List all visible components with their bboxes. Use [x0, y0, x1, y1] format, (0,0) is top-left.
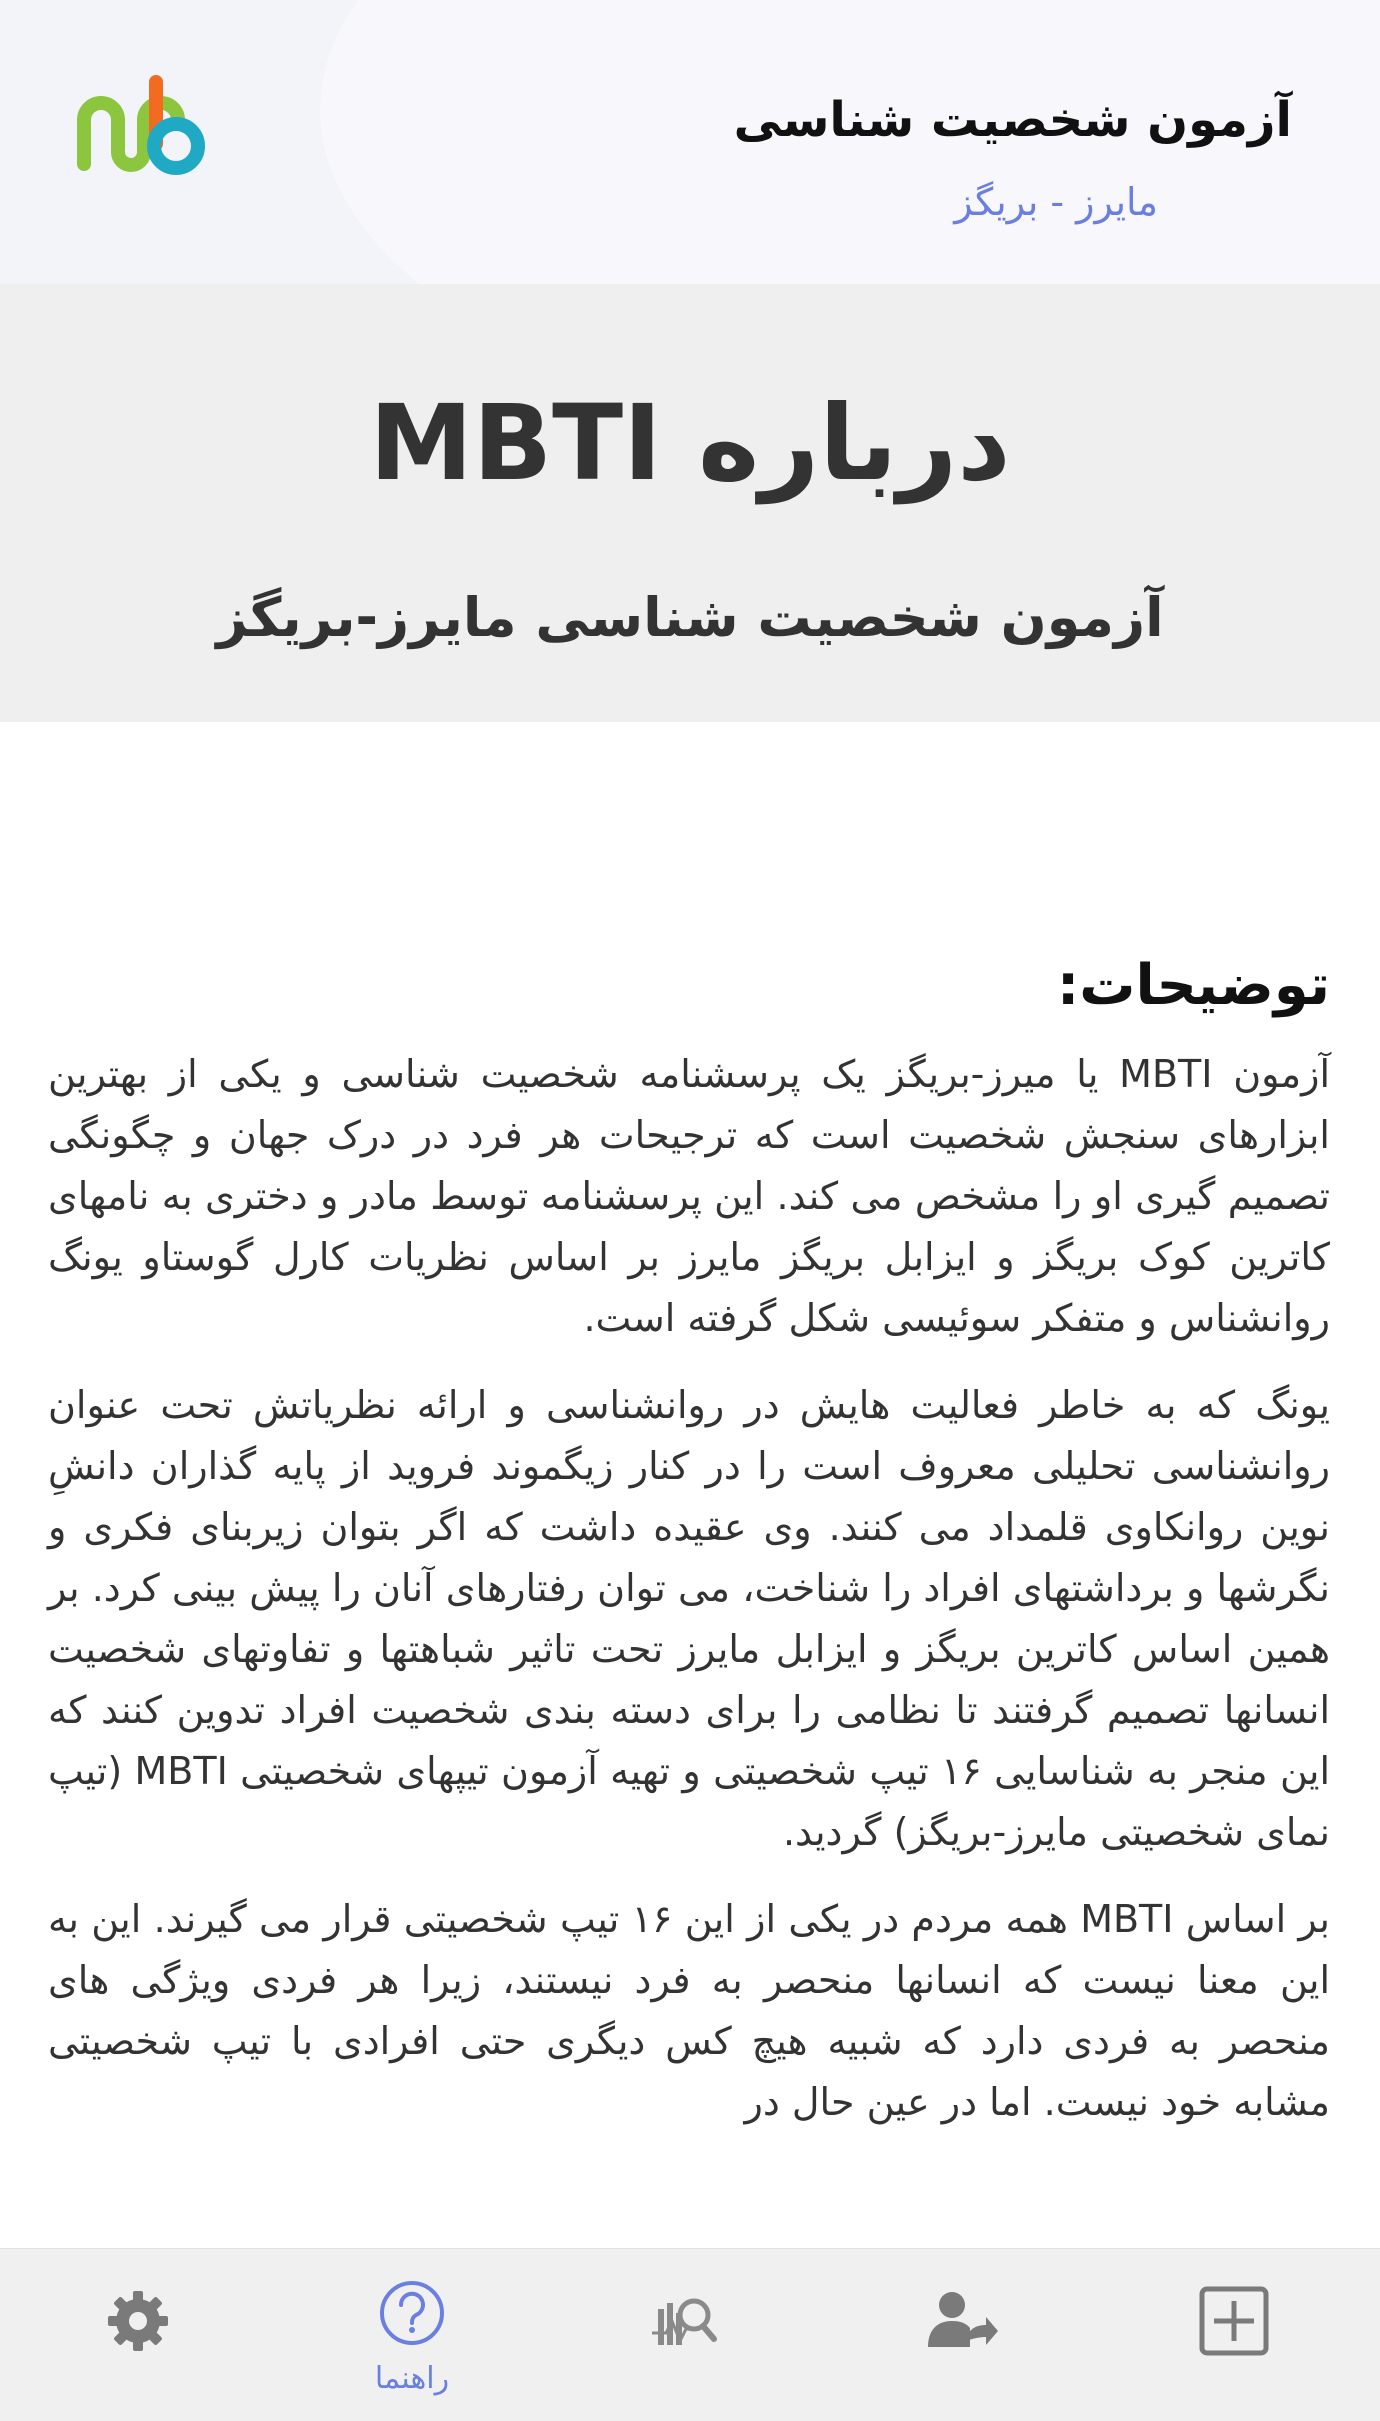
- app-title: آزمون شخصیت شناسی: [733, 92, 1292, 148]
- hero-banner: [0, 284, 1380, 722]
- section-title: توضیحات:: [1056, 953, 1330, 1018]
- description-section: [48, 950, 1330, 2159]
- app-subtitle: مایرز - بریگز: [954, 180, 1158, 224]
- app-header: [0, 0, 1380, 284]
- page-title: درباره MBTI: [369, 382, 1011, 504]
- paragraph: یونگ که به خاطر فعالیت هایش در روانشناسی و ارائه نظریاتش تحت عنوان روانشناسی تحلیلی معروف است را در کنار زیگموند فروید از پایه گذاران دانشِ نوین روانکاوی قلمداد می کنند. وی عقیده داشت که اگر بتوان زیربنای فکری و نگرشها و برداشتهای افراد را شناخت، می توان رفتارهای آنان را پیش بینی کرد. بر همین اساس کاترین بریگز و ایزابل مایرز تحت تاثیر شباهتها و تفاوتهای شخصیت انسانها تصمیم گرفتند تا نظامی را برای دسته بندی شخصیت افراد تدوین کنند که این منجر به شناسایی ۱۶ تیپ شخصیتی و تهیه آزمون تیپهای شخصیتی MBTI (تیپ نمای شخصیتی مایرز-بریگز) گردید.: [48, 1383, 1331, 1854]
- tab-settings[interactable]: [38, 2249, 238, 2421]
- paragraph: بر اساس MBTI همه مردم در یکی از این ۱۶ تیپ شخصیتی قرار می گیرند. این به این معنا نیست که انسانها منحصر به فرد نیستند، زیرا هر فردی ویژگی های منحصر به فردی دارد که شبیه هیچ کس دیگری حتی افرادی با تیپ شخصیتی مشابه خود نیست. اما در عین حال در: [48, 1897, 1330, 2124]
- share-user-icon: [920, 2281, 1000, 2361]
- analysis-search-icon: [646, 2281, 726, 2361]
- tab-analysis[interactable]: [586, 2249, 786, 2421]
- help-question-icon: [372, 2273, 452, 2353]
- mb-logo-icon: [72, 72, 212, 182]
- bottom-tab-bar: [0, 2248, 1380, 2421]
- tab-help[interactable]: [312, 2249, 512, 2421]
- settings-gear-icon: [98, 2281, 178, 2361]
- tab-help-label: راهنما: [374, 2361, 450, 2396]
- page-subtitle: آزمون شخصیت شناسی مایرز-بریگز: [216, 586, 1164, 649]
- tab-share[interactable]: [860, 2249, 1060, 2421]
- paragraph: آزمون MBTI یا میرز-بریگز یک پرسشنامه شخصیت شناسی و یکی از بهترین ابزارهای سنجش شخصیت است که ترجیحات هر فرد در درک جهان و چگونگی تصمیم گیری او را مشخص می کند. این پرسشنامه توسط مادر و دختری به نامهای کاترین کوک بریگز و ایزابل بریگز مایرز بر اساس نظریات کارل گوستاو یونگ روانشناس و متفکر سوئیسی شکل گرفته است.: [48, 1052, 1330, 1340]
- tab-add[interactable]: [1134, 2249, 1334, 2421]
- add-plus-icon: [1194, 2281, 1274, 2361]
